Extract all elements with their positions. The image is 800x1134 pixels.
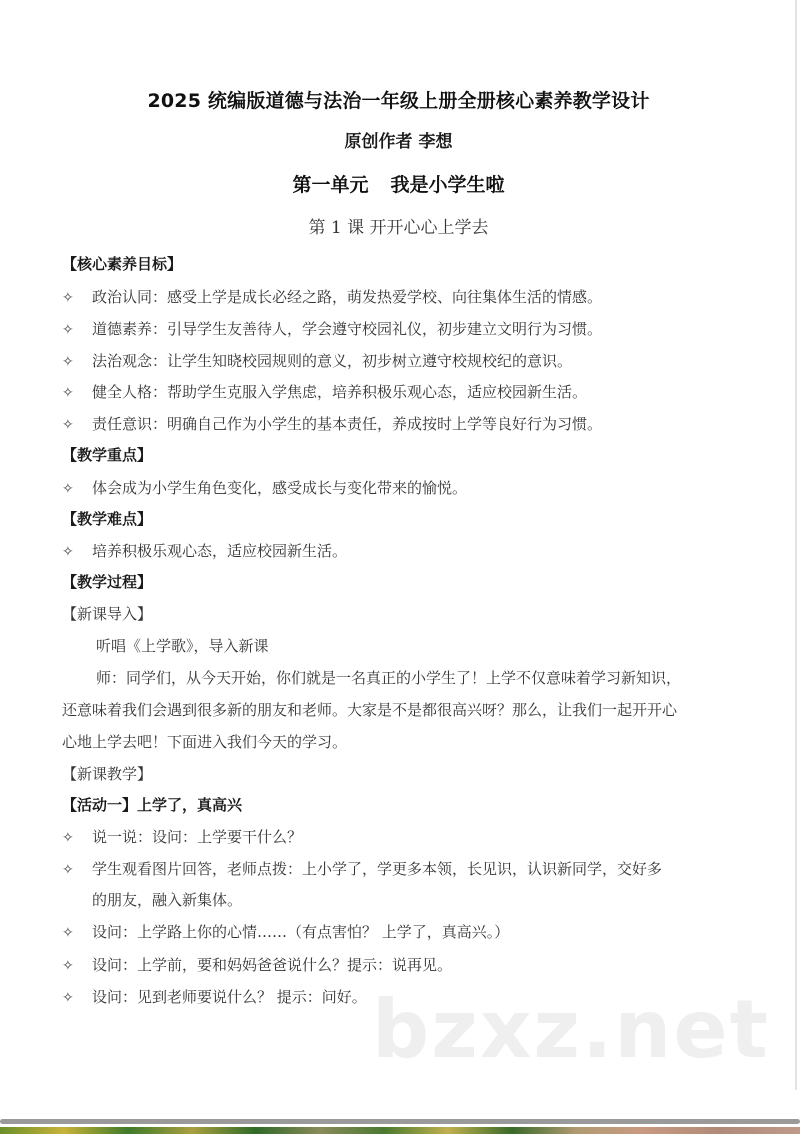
list-item: ✧ 体会成为小学生角色变化，感受成长与变化带来的愉悦。 <box>62 479 468 497</box>
list-item: ✧ 道德素养：引导学生友善待人，学会遵守校园礼仪，初步建立文明行为习惯。 <box>62 320 603 338</box>
key-points-heading: 【教学重点】 <box>62 446 153 464</box>
unit-heading <box>0 170 797 197</box>
diamond-bullet-icon: ✧ <box>62 417 74 433</box>
list-item: ✧ 政治认同：感受上学是成长必经之路，萌发热爱学校、向往集体生活的情感。 <box>62 288 603 306</box>
diamond-bullet-icon: ✧ <box>62 322 74 338</box>
intro-heading: 【新课导入】 <box>62 605 153 623</box>
list-item: ✧ 学生观看图片回答，老师点拨：上小学了，学更多本领，长见识，认识新同学，交好多 <box>62 860 663 878</box>
diamond-bullet-icon: ✧ <box>62 925 74 941</box>
intro-paragraph-line: 还意味着我们会遇到很多新的朋友和老师。大家是不是都很高兴呀？那么，让我们一起开开心 <box>62 701 678 719</box>
intro-song-line: 听唱《上学歌》，导入新课 <box>96 637 269 655</box>
diamond-bullet-icon: ✧ <box>62 354 74 370</box>
lesson-title: 第 1 课 开开心心上学去 <box>308 218 489 238</box>
horizontal-scrollbar[interactable] <box>0 1119 800 1124</box>
list-item: ✧ 设问：上学路上你的心情……（有点害怕？ 上学了，真高兴。） <box>62 923 510 941</box>
diamond-bullet-icon: ✧ <box>62 481 74 497</box>
unit-name: 我是小学生啦 <box>390 174 505 196</box>
core-goals-heading: 【核心素养目标】 <box>62 255 183 273</box>
unit-number: 第一单元 <box>292 174 369 196</box>
diamond-bullet-icon: ✧ <box>62 290 74 306</box>
intro-paragraph-line: 心地上学去吧！下面进入我们今天的学习。 <box>62 733 348 751</box>
diamond-bullet-icon: ✧ <box>62 544 74 560</box>
photo-strip <box>0 1127 800 1134</box>
author-line: 原创作者 李想 <box>344 132 453 152</box>
process-heading: 【教学过程】 <box>62 573 153 591</box>
intro-paragraph-line: 师：同学们，从今天开始，你们就是一名真正的小学生了！上学不仅意味着学习新知识， <box>96 669 682 687</box>
list-item: ✧ 健全人格：帮助学生克服入学焦虑，培养积极乐观心态，适应校园新生活。 <box>62 383 588 401</box>
activity-one-heading: 【活动一】上学了，真高兴 <box>62 796 243 814</box>
teaching-heading: 【新课教学】 <box>62 765 153 783</box>
list-item: ✧ 法治观念：让学生知晓校园规则的意义，初步树立遵守校规校纪的意识。 <box>62 352 573 370</box>
list-item: ✧ 责任意识：明确自己作为小学生的基本责任，养成按时上学等良好行为习惯。 <box>62 415 603 433</box>
document-title: 2025 统编版道德与法治一年级上册全册核心素养教学设计 <box>147 90 650 112</box>
list-item-continuation: 的朋友，融入新集体。 <box>92 891 243 909</box>
diamond-bullet-icon: ✧ <box>62 385 74 401</box>
list-item: ✧ 说一说：设问：上学要干什么？ <box>62 828 303 846</box>
watermark: bzxz.net <box>372 983 770 1076</box>
list-item: ✧ 设问：见到老师要说什么？ 提示：问好。 <box>62 988 367 1006</box>
diamond-bullet-icon: ✧ <box>62 990 74 1006</box>
list-item: ✧ 设问：上学前，要和妈妈爸爸说什么？提示：说再见。 <box>62 956 453 974</box>
list-item: ✧ 培养积极乐观心态，适应校园新生活。 <box>62 542 348 560</box>
diamond-bullet-icon: ✧ <box>62 830 74 846</box>
diamond-bullet-icon: ✧ <box>62 862 74 878</box>
difficulties-heading: 【教学难点】 <box>62 510 153 528</box>
diamond-bullet-icon: ✧ <box>62 958 74 974</box>
